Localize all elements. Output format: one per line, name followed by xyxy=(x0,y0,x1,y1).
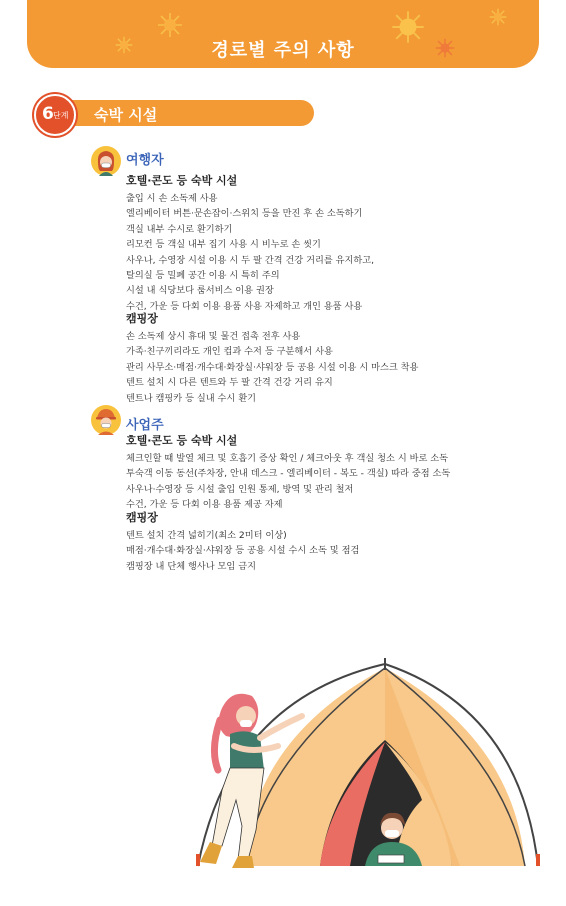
owner-avatar-icon xyxy=(90,404,122,436)
list-item: 엘리베이터 버튼·문손잡이·스위치 등을 만진 후 손 소독하기 xyxy=(126,208,363,220)
group-heading: 호텔·콘도 등 숙박 시설 xyxy=(126,174,238,187)
page-title: 경로별 주의 사항 xyxy=(211,40,355,61)
list-item: 시설 내 식당보다 룸서비스 이용 권장 xyxy=(126,285,274,297)
list-item: 사우나·수영장 등 시설 출입 인원 통제, 방역 및 관리 철저 xyxy=(126,483,354,495)
group-hotel xyxy=(126,172,374,314)
list-item: 탈의실 등 밀폐 공간 이용 시 특히 주의 xyxy=(126,270,280,282)
stage-badge xyxy=(34,94,76,136)
group-camping xyxy=(126,310,418,406)
group-heading: 캠핑장 xyxy=(126,312,158,325)
list-item: 수건, 가운 등 다회 이용 용품 제공 자제 xyxy=(126,499,283,511)
group-hotel xyxy=(126,432,450,513)
list-item: 텐트 설치 간격 넓히기(최소 2미터 이상) xyxy=(126,530,287,541)
stage-header xyxy=(34,96,314,128)
list-item: 체크인할 때 발열 체크 및 호흡기 증상 확인 / 체크아웃 후 객실 청소 시 바로 소독 xyxy=(126,453,449,464)
list-item: 객실 내부 수시로 환기하기 xyxy=(126,223,233,235)
section-title: 사업주 xyxy=(126,418,164,433)
sun-icon xyxy=(157,12,183,38)
list-item: 캠핑장 내 단체 행사나 모임 금지 xyxy=(126,560,256,572)
list-item: 투숙객 이동 동선(주차장, 안내 데스크 - 엘리베이터 - 복도 - 객실) 따라 중점 소독 xyxy=(126,468,451,480)
section-traveler xyxy=(90,145,530,404)
sun-icon xyxy=(489,8,507,26)
stage-unit: 단계 xyxy=(53,111,69,120)
list-item: 관리 사무소·매점·개수대·화장실·샤워장 등 공용 시설 이용 시 마스크 착용 xyxy=(126,361,419,373)
list-item: 손 소독제 상시 휴대 및 물건 접촉 전후 사용 xyxy=(126,331,301,342)
item-list xyxy=(126,528,359,574)
list-item: 텐트 설치 시 다른 텐트와 두 팔 간격 건강 거리 유지 xyxy=(126,377,333,389)
section-title: 여행자 xyxy=(126,153,164,168)
item-list xyxy=(126,451,450,513)
stage-number: 6 xyxy=(42,104,54,124)
list-item: 가족·친구끼리라도 개인 컵과 수저 등 구분해서 사용 xyxy=(126,346,333,358)
list-item: 매점·개수대·화장실·샤워장 등 공용 시설 수시 소독 및 점검 xyxy=(126,545,360,557)
camping-tent-illustration xyxy=(160,650,555,882)
header-banner xyxy=(27,0,539,68)
list-item: 리모컨 등 객실 내부 집기 사용 시 비누로 손 씻기 xyxy=(126,239,321,251)
group-camping xyxy=(126,509,359,574)
group-heading: 호텔·콘도 등 숙박 시설 xyxy=(126,434,238,447)
stage-bar xyxy=(48,100,314,126)
list-item: 사우나, 수영장 시설 이용 시 두 팔 간격 건강 거리를 유지하고, xyxy=(126,254,375,266)
stage-label: 숙박 시설 xyxy=(94,106,158,124)
item-list xyxy=(126,191,374,314)
group-heading: 캠핑장 xyxy=(126,511,158,524)
list-item: 텐트나 캠핑카 등 실내 수시 환기 xyxy=(126,392,256,404)
section-business-owner xyxy=(90,404,540,574)
traveler-avatar-icon xyxy=(90,145,122,177)
list-item: 수건, 가운 등 다회 이용 용품 사용 자제하고 개인 용품 사용 xyxy=(126,300,363,312)
item-list xyxy=(126,329,418,406)
list-item: 출입 시 손 소독제 사용 xyxy=(126,193,218,204)
